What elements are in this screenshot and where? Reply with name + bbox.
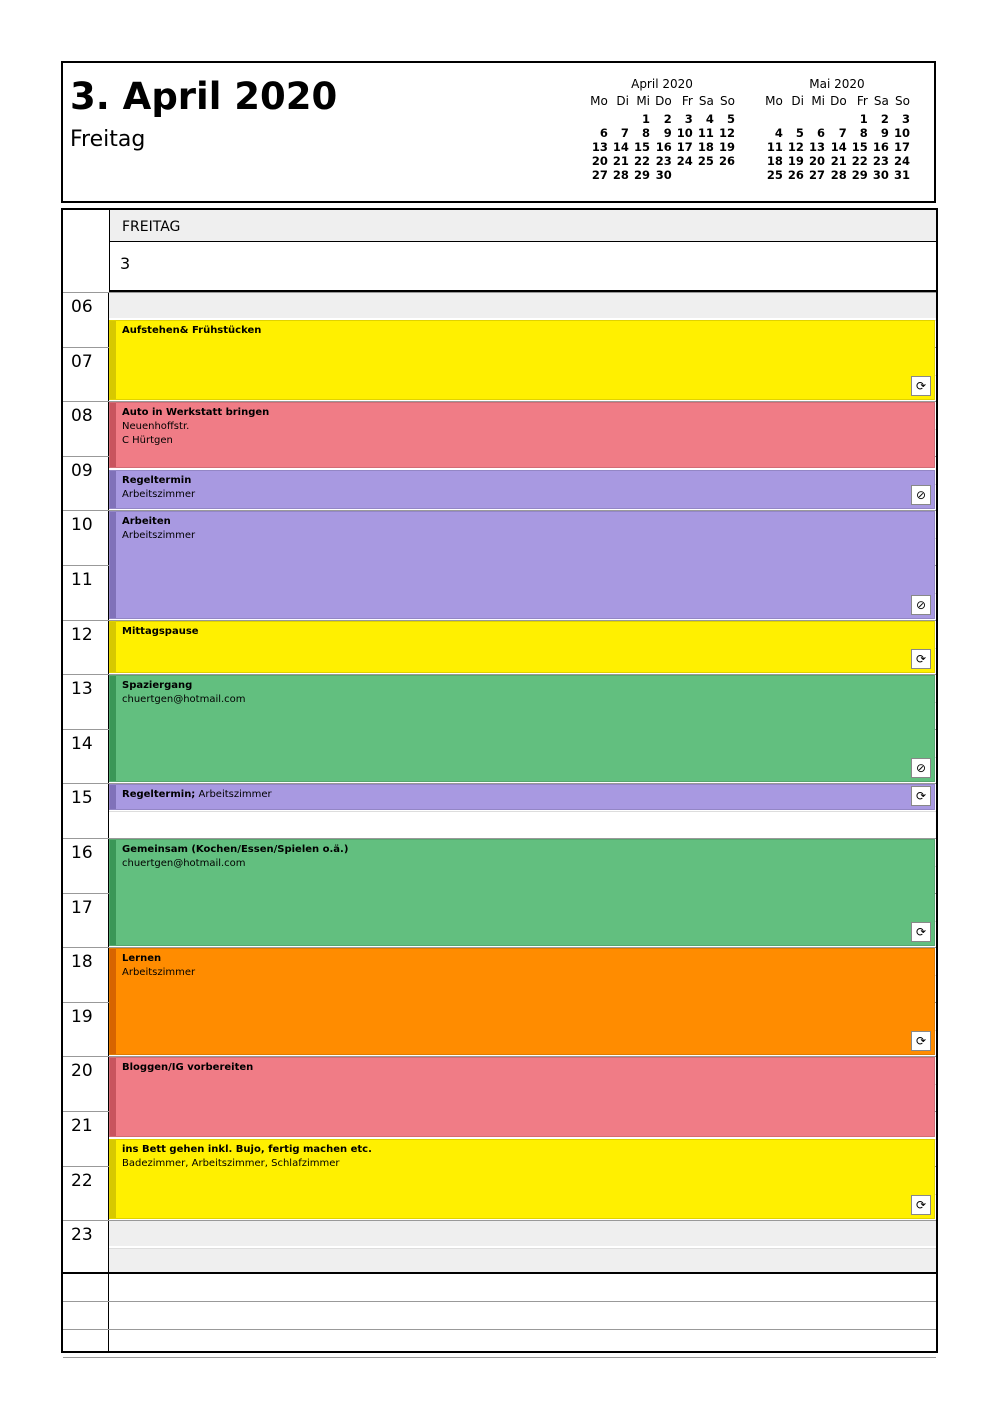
hour-label: 06 [71,297,93,317]
weekday-header: Fr [856,93,868,108]
free-slot[interactable] [109,1249,936,1274]
half-hour-line [109,811,936,812]
calendar-event[interactable] [109,320,935,400]
event-color-bar [110,949,116,1054]
event-color-bar [110,676,116,781]
calendar-day[interactable]: 25 [766,168,783,182]
calendar-day[interactable]: 23 [872,154,889,168]
hour-label: 12 [71,624,93,645]
day-column-header [109,210,936,292]
event-detail: Arbeitszimmer [122,489,196,501]
calendar-day[interactable]: 21 [612,154,629,168]
event-title: Regeltermin [122,475,192,487]
event-color-bar [110,471,116,508]
notes-row[interactable] [63,1274,936,1302]
calendar-day[interactable]: 3 [684,112,693,126]
weekday-header: Mi [636,93,651,108]
mini-calendar-may [762,77,912,182]
calendar-event[interactable] [109,1139,935,1219]
event-title: Spaziergang [122,680,193,692]
mini-calendar-title: Mai 2020 [809,77,865,91]
hour-label: 15 [71,788,93,809]
event-title: Auto in Werkstatt bringen [122,407,270,419]
event-detail: Arbeitszimmer [122,967,196,979]
event-detail: C Hürtgen [122,435,173,447]
calendar-day[interactable]: 20 [591,154,608,168]
page-header [61,61,936,203]
calendar-day[interactable]: 1 [859,112,868,126]
weekday-header: Do [655,93,672,108]
calendar-day[interactable]: 2 [663,112,672,126]
calendar-day[interactable]: 3 [901,112,910,126]
calendar-day[interactable]: 29 [851,168,868,182]
calendar-event[interactable] [109,784,935,809]
calendar-day[interactable]: 11 [697,126,714,140]
calendar-event[interactable] [109,470,935,509]
hour-label: 23 [71,1225,93,1246]
calendar-day[interactable]: 1 [642,112,651,126]
event-title: Mittagspause [122,625,199,637]
calendar-day[interactable]: 15 [634,140,651,154]
calendar-day [785,112,806,126]
calendar-day[interactable]: 12 [718,126,735,140]
weekday-label: Freitag [70,127,146,152]
free-slot[interactable] [109,293,936,318]
calendar-day[interactable]: 16 [655,140,672,154]
calendar-day[interactable]: 10 [893,126,910,140]
weekday-header: Di [791,93,804,108]
day-number: 3 [120,254,131,273]
recurring-exception-icon: ⊘ [911,758,931,778]
calendar-day[interactable]: 14 [830,140,847,154]
calendar-event[interactable] [109,839,935,946]
calendar-day[interactable]: 26 [718,154,735,168]
calendar-day[interactable]: 13 [809,140,826,154]
calendar-day[interactable]: 26 [787,168,804,182]
calendar-day [587,112,610,126]
calendar-day[interactable]: 10 [676,126,693,140]
event-title: ins Bett gehen inkl. Bujo, fertig machen etc. [122,1144,372,1156]
day-name: FREITAG [110,210,936,242]
hour-label: 20 [71,1061,93,1082]
event-color-bar [110,321,116,399]
event-color-bar [110,1140,116,1218]
event-title: Gemeinsam (Kochen/Essen/Spielen o.ä.) [122,844,349,855]
calendar-day[interactable]: 22 [851,154,868,168]
calendar-event[interactable] [109,1057,935,1137]
calendar-event[interactable] [109,621,935,674]
calendar-day[interactable]: 8 [642,126,651,140]
calendar-day [806,112,827,126]
calendar-day[interactable]: 9 [880,126,889,140]
calendar-day[interactable]: 20 [809,154,826,168]
weekday-header: Mo [765,93,783,108]
hour-label: 17 [71,897,93,918]
calendar-day[interactable]: 28 [612,168,629,182]
mini-calendar-title: April 2020 [631,77,693,91]
calendar-day [716,168,737,182]
recurring-exception-icon: ⊘ [911,485,931,505]
event-title: Lernen [122,953,162,965]
weekday-header: Sa [698,93,714,108]
calendar-day[interactable]: 16 [872,140,889,154]
recurring-icon: ⟳ [911,922,931,942]
weekday-header: Mi [811,93,826,108]
event-title: Arbeiten [122,516,171,528]
hour-label: 19 [71,1006,93,1027]
calendar-day[interactable]: 22 [634,154,651,168]
calendar-day [762,112,785,126]
hour-label: 11 [71,570,93,590]
weekday-header: Mo [590,93,608,108]
event-detail: Arbeitszimmer [122,530,196,542]
calendar-day[interactable]: 24 [893,154,910,168]
calendar-day[interactable]: 5 [795,126,804,140]
calendar-day[interactable]: 17 [893,140,910,154]
calendar-day[interactable]: 14 [612,140,629,154]
event-detail: chuertgen@hotmail.com [122,858,246,869]
calendar-day[interactable]: 19 [787,154,804,168]
calendar-event[interactable] [109,948,935,1055]
mini-calendar-april [587,77,737,182]
event-color-bar [110,622,116,673]
event-color-bar [110,840,116,945]
calendar-day[interactable]: 28 [830,168,847,182]
calendar-day[interactable]: 6 [599,126,608,140]
calendar-day[interactable]: 24 [676,154,693,168]
calendar-day[interactable]: 13 [591,140,608,154]
calendar-day[interactable]: 7 [838,126,847,140]
event-location: Arbeitszimmer [195,789,272,801]
calendar-day[interactable]: 18 [697,140,714,154]
recurring-exception-icon: ⊘ [911,595,931,615]
calendar-day[interactable]: 25 [697,154,714,168]
weekday-header: So [895,93,910,108]
calendar-day [610,112,631,126]
recurring-icon: ⟳ [911,1195,931,1215]
event-detail: Neuenhoffstr. [122,421,190,433]
calendar-day[interactable]: 7 [620,126,629,140]
event-color-bar [110,1058,116,1136]
calendar-day[interactable]: 12 [787,140,804,154]
weekday-header: Sa [873,93,889,108]
calendar-day[interactable]: 4 [705,112,714,126]
calendar-event[interactable] [109,675,935,782]
calendar-day[interactable]: 5 [726,112,735,126]
event-title: Bloggen/IG vorbereiten [122,1062,254,1074]
calendar-day[interactable]: 19 [718,140,735,154]
event-title: Regeltermin; [122,789,196,801]
hour-label: 13 [71,679,93,700]
calendar-event[interactable] [109,511,935,618]
notes-rows [63,1272,936,1358]
calendar-day[interactable]: 8 [859,126,868,140]
hour-label: 09 [71,460,93,481]
event-title: Aufstehen& Frühstücken [122,325,262,337]
calendar-day [827,112,849,126]
day-grid [61,208,938,1353]
recurring-icon: ⟳ [911,649,931,669]
calendar-day[interactable]: 17 [676,140,693,154]
calendar-day [695,168,716,182]
free-slot[interactable] [109,1221,936,1246]
hour-label: 08 [71,406,93,427]
weekday-header: So [720,93,735,108]
hour-label: 21 [71,1116,93,1136]
calendar-day[interactable]: 27 [591,168,608,182]
calendar-day[interactable]: 11 [766,140,783,154]
notes-row[interactable] [63,1302,936,1330]
hour-label: 07 [71,351,93,372]
hour-label: 22 [71,1170,93,1191]
calendar-day[interactable]: 9 [663,126,672,140]
calendar-day[interactable]: 27 [809,168,826,182]
hour-label: 16 [71,843,93,863]
weekday-header: Fr [681,93,693,108]
event-color-bar [110,785,116,808]
event-color-bar [110,512,116,617]
calendar-day[interactable]: 6 [817,126,826,140]
calendar-day[interactable]: 23 [655,154,672,168]
calendar-day[interactable]: 15 [851,140,868,154]
calendar-day [674,168,695,182]
recurring-icon: ⟳ [911,1031,931,1051]
calendar-day[interactable]: 2 [880,112,889,126]
weekday-header: Do [830,93,847,108]
calendar-event[interactable] [109,402,935,468]
event-detail: chuertgen@hotmail.com [122,694,246,706]
calendar-day[interactable]: 30 [655,168,672,182]
calendar-day[interactable]: 30 [872,168,889,182]
recurring-icon: ⟳ [911,786,931,806]
notes-row[interactable] [63,1330,936,1358]
hour-label: 18 [71,952,93,973]
calendar-day[interactable]: 4 [774,126,783,140]
hour-label: 14 [71,733,93,754]
event-color-bar [110,403,116,467]
event-detail: Badezimmer, Arbeitszimmer, Schlafzimmer [122,1158,340,1170]
page-title: 3. April 2020 [70,75,338,118]
hour-label: 10 [71,515,93,536]
calendar-day[interactable]: 18 [766,154,783,168]
weekday-header: Di [616,93,629,108]
calendar-day[interactable]: 31 [893,168,910,182]
calendar-day[interactable]: 29 [634,168,651,182]
recurring-icon: ⟳ [911,376,931,396]
calendar-day[interactable]: 21 [830,154,847,168]
